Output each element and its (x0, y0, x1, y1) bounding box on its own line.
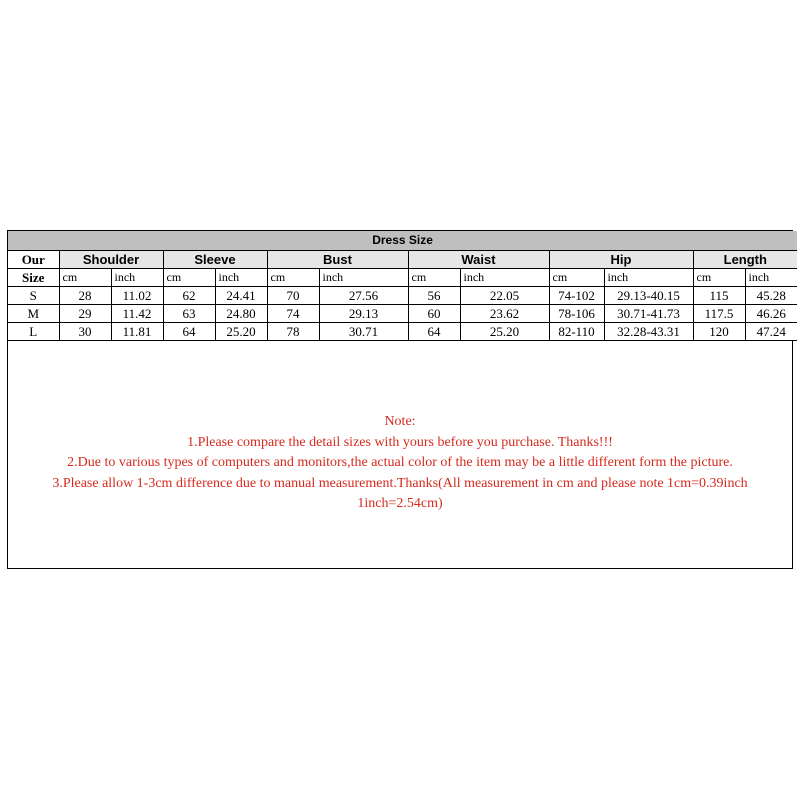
hip-cm-cell: 82-110 (549, 323, 604, 341)
table-row (8, 323, 797, 341)
shoulder-inch-cell: 11.42 (111, 305, 163, 323)
sleeve-cm-cell: 64 (163, 323, 215, 341)
table-row (8, 287, 797, 305)
unit-inch: inch (215, 269, 267, 287)
shoulder-cm-cell: 29 (59, 305, 111, 323)
bust-inch-cell: 27.56 (319, 287, 408, 305)
table-title: Dress Size (8, 231, 797, 251)
table-row (8, 305, 797, 323)
shoulder-cm-cell: 28 (59, 287, 111, 305)
waist-inch-cell: 23.62 (460, 305, 549, 323)
waist-inch-cell: 22.05 (460, 287, 549, 305)
length-inch-cell: 46.26 (745, 305, 797, 323)
bust-inch-cell: 30.71 (319, 323, 408, 341)
sleeve-inch-cell: 25.20 (215, 323, 267, 341)
hip-cm-cell: 78-106 (549, 305, 604, 323)
shoulder-inch-cell: 11.02 (111, 287, 163, 305)
note-line-2: 2.Due to various types of computers and monitors,the actual color of the item may be a little different form the picture. (67, 455, 733, 470)
waist-header: Waist (408, 251, 549, 269)
hip-inch-cell: 29.13-40.15 (604, 287, 693, 305)
shoulder-cm-cell: 30 (59, 323, 111, 341)
sleeve-inch-cell: 24.80 (215, 305, 267, 323)
unit-inch: inch (319, 269, 408, 287)
unit-inch: inch (745, 269, 797, 287)
sleeve-cm-cell: 62 (163, 287, 215, 305)
hip-cm-cell: 74-102 (549, 287, 604, 305)
title-row (8, 231, 797, 251)
size-chart (7, 230, 793, 569)
sleeve-cm-cell: 63 (163, 305, 215, 323)
unit-inch: inch (460, 269, 549, 287)
note-line-3: 3.Please allow 1-3cm difference due to manual measurement.Thanks(All measurement in cm and please note 1cm=0.39inch (52, 475, 748, 491)
unit-cm: cm (549, 269, 604, 287)
length-cm-cell: 117.5 (693, 305, 745, 323)
bust-cm-cell: 78 (267, 323, 319, 341)
bust-inch-cell: 29.13 (319, 305, 408, 323)
unit-cm: cm (163, 269, 215, 287)
hip-inch-cell: 30.71-41.73 (604, 305, 693, 323)
length-inch-cell: 47.24 (745, 323, 797, 341)
hip-inch-cell: 32.28-43.31 (604, 323, 693, 341)
notes-block (0, 412, 800, 515)
size-cell: M (8, 305, 59, 323)
waist-cm-cell: 64 (408, 323, 460, 341)
sleeve-header: Sleeve (163, 251, 267, 269)
unit-inch: inch (604, 269, 693, 287)
unit-row (8, 269, 797, 287)
waist-cm-cell: 56 (408, 287, 460, 305)
length-header: Length (693, 251, 797, 269)
size-cell: S (8, 287, 59, 305)
size-cell: L (8, 323, 59, 341)
unit-cm: cm (267, 269, 319, 287)
note-line-1: 1.Please compare the detail sizes with yours before you purchase. Thanks!!! (187, 434, 613, 450)
shoulder-inch-cell: 11.81 (111, 323, 163, 341)
size-column-subheader: Size (8, 269, 59, 287)
unit-cm: cm (693, 269, 745, 287)
bust-cm-cell: 70 (267, 287, 319, 305)
size-column-header: Our (8, 251, 59, 269)
bust-header: Bust (267, 251, 408, 269)
length-inch-cell: 45.28 (745, 287, 797, 305)
shoulder-header: Shoulder (59, 251, 163, 269)
note-line-4: 1inch=2.54cm) (357, 496, 443, 511)
notes-heading: Note: (384, 414, 416, 429)
header-row (8, 251, 797, 269)
waist-cm-cell: 60 (408, 305, 460, 323)
length-cm-cell: 115 (693, 287, 745, 305)
sleeve-inch-cell: 24.41 (215, 287, 267, 305)
bust-cm-cell: 74 (267, 305, 319, 323)
hip-header: Hip (549, 251, 693, 269)
waist-inch-cell: 25.20 (460, 323, 549, 341)
size-table (8, 231, 797, 341)
unit-inch: inch (111, 269, 163, 287)
unit-cm: cm (59, 269, 111, 287)
unit-cm: cm (408, 269, 460, 287)
length-cm-cell: 120 (693, 323, 745, 341)
